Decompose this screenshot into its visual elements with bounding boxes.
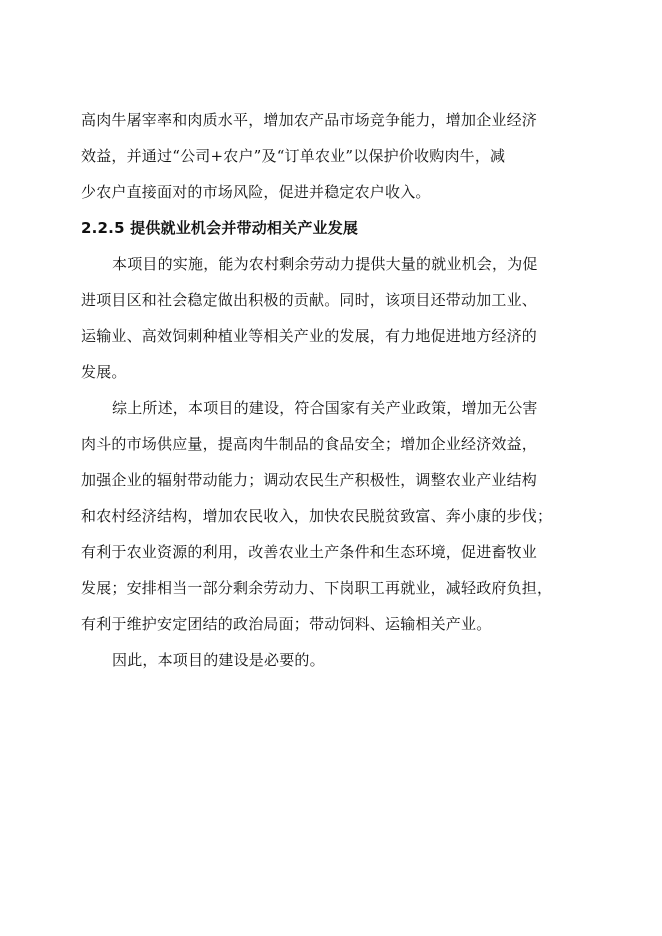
text-line: 加强企业的辐射带动能力；调动农民生产积极性，调整农业产业结构 bbox=[81, 471, 538, 489]
paragraph-3 bbox=[81, 390, 583, 642]
document-body bbox=[81, 102, 583, 678]
text-line: 高肉牛屠宰率和肉质水平，增加农产品市场竞争能力，增加企业经济 bbox=[81, 111, 538, 129]
paragraph-2 bbox=[81, 246, 583, 390]
text-line: 和农村经济结构，增加农民收入，加快农民脱贫致富、奔小康的步伐； bbox=[81, 507, 553, 525]
text-line: 效益，并通过“公司+农户”及“订单农业”以保护价收购肉牛，减 bbox=[81, 147, 506, 165]
paragraph-1 bbox=[81, 102, 583, 210]
text-line: 本项目的实施，能为农村剩余劳动力提供大量的就业机会，为促 bbox=[112, 255, 538, 273]
text-line: 有利于农业资源的利用，改善农业土产条件和生态环境，促进畜牧业 bbox=[81, 543, 538, 561]
text-line: 发展；安排相当一部分剩余劳动力、下岗职工再就业，减轻政府负担， bbox=[81, 579, 553, 597]
text-line: 进项目区和社会稳定做出积极的贡献。同时，该项目还带动加工业、 bbox=[81, 291, 538, 309]
text-line: 运输业、高效饲刺种植业等相关产业的发展，有力地促进地方经济的 bbox=[81, 327, 538, 345]
text-line: 有利于维护安定团结的政治局面；带动饲料、运输相关产业。 bbox=[81, 615, 492, 633]
paragraph-4 bbox=[81, 642, 583, 678]
text-line: 少农户直接面对的市场风险，促进并稳定农户收入。 bbox=[81, 183, 431, 201]
text-line: 肉斗的市场供应量，提高肉牛制品的食品安全；增加企业经济效益， bbox=[81, 435, 538, 453]
text-line: 因此，本项目的建设是必要的。 bbox=[112, 651, 325, 669]
text-line: 综上所述，本项目的建设，符合国家有关产业政策，增加无公害 bbox=[112, 399, 538, 417]
text-line: 发展。 bbox=[81, 363, 127, 381]
section-heading: 2.2.5 提供就业机会并带动相关产业发展 bbox=[81, 219, 359, 237]
